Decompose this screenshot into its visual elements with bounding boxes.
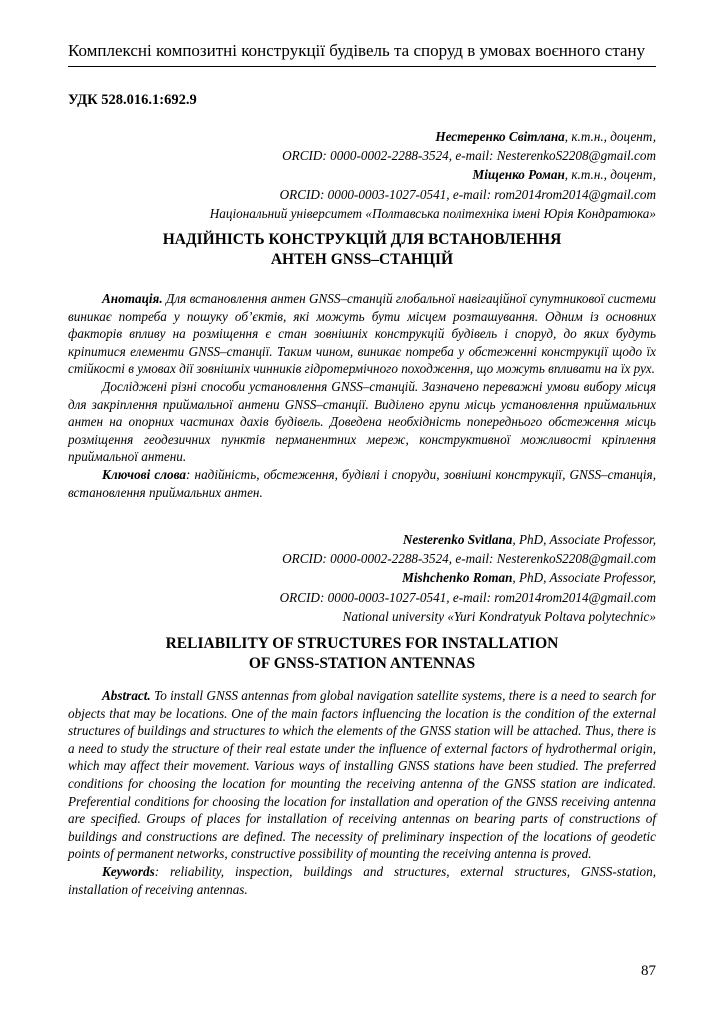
author-name: Mishchenko Roman [402, 570, 513, 586]
author-line [68, 568, 656, 587]
author-orcid: ORCID: 0000-0002-2288-3524, e-mail: NesterenkoS2208@gmail.com [282, 551, 656, 567]
author-affiliation: National university «Yuri Kondratyuk Poltava polytechnic» [342, 608, 656, 624]
title-line: OF GNSS-STATION ANTENNAS [248, 655, 476, 672]
abstract-paragraph: Досліджені різні способи установлення GNSS–станцій. Зазначено переважні умови вибору місця для закріплення приймальної антени GNSS–станції. Виділено групи місць установлення приймальних антен на опорних частинах дахів будівель. Доведена необхідність попереднього обстеження місць розміщення геодезичних пунктів перманентних мереж, конструктивної можливості кріплення приймальної антени. [68, 378, 656, 465]
authors-en [68, 530, 656, 626]
author-degree: , PhD, Associate Professor, [512, 570, 656, 586]
authors-ua [68, 127, 656, 223]
author-name: Міщенко Роман [472, 167, 565, 183]
author-orcid: ORCID: 0000-0003-1027-0541, e-mail: rom2014rom2014@gmail.com [279, 589, 656, 605]
abstract-ua [68, 290, 656, 501]
author-line [68, 127, 656, 146]
keywords-text: : reliability, inspection, buildings and structures, external structures, GNSS-station, installation of receiving antennas. [68, 863, 656, 897]
title-en [68, 634, 656, 674]
abstract-en [68, 687, 656, 898]
title-ua [68, 230, 656, 270]
header-rule [68, 66, 656, 67]
keywords-label: Keywords [102, 863, 155, 879]
author-orcid: ORCID: 0000-0003-1027-0541, e-mail: rom2014rom2014@gmail.com [279, 186, 656, 202]
author-degree: , к.т.н., доцент, [564, 129, 656, 144]
author-line [68, 165, 656, 184]
author-degree: , PhD, Associate Professor, [512, 532, 656, 547]
keywords-label: Ключові слова [102, 466, 186, 482]
title-line: RELIABILITY OF STRUCTURES FOR INSTALLATION [165, 635, 559, 652]
author-name: Нестеренко Світлана [435, 129, 565, 144]
keywords-text: : надійність, обстеження, будівлі і споруди, зовнішні конструкції, GNSS–станція, встановлення приймальних антен. [68, 466, 656, 500]
abstract-paragraph [68, 687, 656, 863]
title-line: НАДІЙНІСТЬ КОНСТРУКЦІЙ ДЛЯ ВСТАНОВЛЕННЯ [162, 231, 562, 248]
author-affiliation: Національний університет «Полтавська політехніка імені Юрія Кондратюка» [209, 205, 656, 221]
title-line: АНТЕН GNSS–СТАНЦІЙ [270, 251, 454, 268]
author-degree: , к.т.н., доцент, [564, 167, 656, 183]
keywords-paragraph [68, 863, 656, 898]
author-line [68, 530, 656, 549]
abstract-text: Для встановлення антен GNSS–станцій глобальної навігаційної супутникової системи виникає потреба у пошуку об’єктів, які можуть бути місцем розташування. Одним із основних факторів впливу на розміщення є стан зовнішніх конструкцій будівель і споруд, до яких будуть кріпитися елементи GNSS–станції. Таким чином, виникає потреба у обстеженні конструкції щодо їх стійкості в умовах дії зовнішніх чинників гідротермічного походження, що можуть впливати на їх рух. [68, 291, 656, 377]
page-number: 87 [641, 963, 656, 979]
running-title: Комплексні композитні конструкції будівель та споруд в умовах воєнного стану [68, 41, 646, 60]
author-orcid: ORCID: 0000-0002-2288-3524, e-mail: NesterenkoS2208@gmail.com [282, 148, 656, 164]
author-name: Nesterenko Svitlana [402, 532, 513, 547]
udk-code: УДК 528.016.1:692.9 [68, 92, 197, 108]
abstract-paragraph [68, 290, 656, 378]
abstract-label: Анотація. [102, 291, 163, 306]
keywords-paragraph [68, 466, 656, 501]
abstract-text: To install GNSS antennas from global navigation satellite systems, there is a need to search for objects that may be locations. One of the main factors influencing the location is the condition of the external structures of buildings and structures to which the elements of the GNSS station will be attached. Thus, there is a need to study the structure of their real estate under the influence of external factors of hydrothermal origin, which may affect their movement. Various ways of installing GNSS stations have been studied. The preferred conditions for choosing the location for mounting the receiving antenna of the GNSS station are indicated. Preferential conditions for choosing the location for installation and operation of the GNSS receiving antenna are specified. Groups of places for installation of receiving antennas on bearing parts of constructions of buildings and constructions are defined. The necessity of preliminary inspection of the locations of geodetic points of permanent networks, constructive possibility of mounting the receiving antenna is proved. [68, 688, 656, 862]
abstract-label: Abstract. [102, 688, 151, 703]
